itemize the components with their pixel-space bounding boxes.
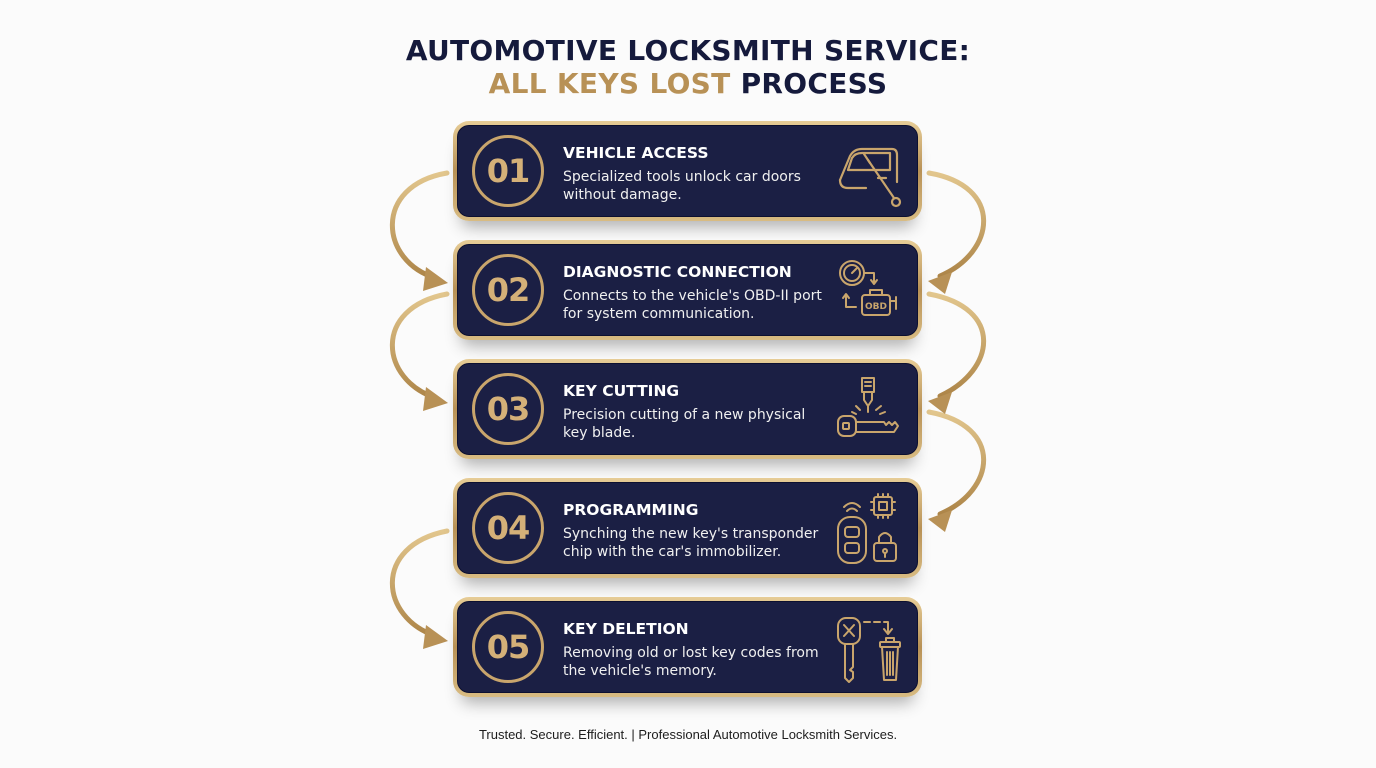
arrowhead-left-2-3 bbox=[423, 387, 448, 411]
obd-diagnostic-icon bbox=[834, 255, 906, 329]
arrow-left-4-5 bbox=[392, 531, 447, 636]
footer-tagline: Trusted. Secure. Efficient. | Professional Automotive Locksmith Services. bbox=[478, 727, 898, 742]
step-number-badge: 02 bbox=[472, 254, 544, 326]
step-description: Removing old or lost key codes from the vehicle's memory. bbox=[563, 645, 819, 679]
title-rest: PROCESS bbox=[730, 67, 888, 100]
arrowhead-left-4-5 bbox=[423, 625, 448, 649]
step-card-body bbox=[457, 363, 918, 455]
arrow-left-1-2 bbox=[392, 173, 447, 278]
step-description: Precision cutting of a new physical key blade. bbox=[563, 407, 806, 441]
arrow-left-2-3 bbox=[392, 294, 447, 398]
key-cutting-machine-icon bbox=[834, 374, 906, 448]
step-card-4 bbox=[453, 478, 922, 578]
step-heading: KEY DELETION bbox=[563, 620, 689, 638]
title-line-1: AUTOMOTIVE LOCKSMITH SERVICE: bbox=[405, 34, 971, 67]
arrow-right-2-3 bbox=[929, 294, 984, 396]
car-door-unlock-tool-icon bbox=[834, 136, 906, 210]
step-number-badge: 03 bbox=[472, 373, 544, 445]
step-card-1 bbox=[453, 121, 922, 221]
svg-text:OBD: OBD bbox=[865, 302, 887, 312]
step-card-body bbox=[457, 244, 918, 336]
key-fob-chip-lock-icon bbox=[834, 493, 906, 567]
step-heading: VEHICLE ACCESS bbox=[563, 144, 709, 162]
step-description: Connects to the vehicle's OBD-II port for system communication. bbox=[563, 288, 822, 322]
arrowhead-left-1-2 bbox=[423, 267, 448, 291]
step-description: Synching the new key's transponder chip with the car's immobilizer. bbox=[563, 526, 819, 560]
step-description: Specialized tools unlock car doors without damage. bbox=[563, 169, 801, 203]
arrow-right-1-2 bbox=[929, 173, 984, 276]
key-delete-trash-icon bbox=[834, 612, 906, 686]
step-card-body bbox=[457, 482, 918, 574]
arrow-right-3-4 bbox=[929, 412, 984, 514]
step-card-body bbox=[457, 125, 918, 217]
step-card-2 bbox=[453, 240, 922, 340]
step-heading: KEY CUTTING bbox=[563, 382, 680, 400]
step-number-badge: 04 bbox=[472, 492, 544, 564]
step-card-5 bbox=[453, 597, 922, 697]
step-heading: PROGRAMMING bbox=[563, 501, 699, 519]
step-heading: DIAGNOSTIC CONNECTION bbox=[563, 263, 792, 281]
title-highlight: ALL KEYS LOST bbox=[488, 67, 731, 100]
step-number-badge: 01 bbox=[472, 135, 544, 207]
step-card-3 bbox=[453, 359, 922, 459]
step-number-badge: 05 bbox=[472, 611, 544, 683]
step-card-body bbox=[457, 601, 918, 693]
